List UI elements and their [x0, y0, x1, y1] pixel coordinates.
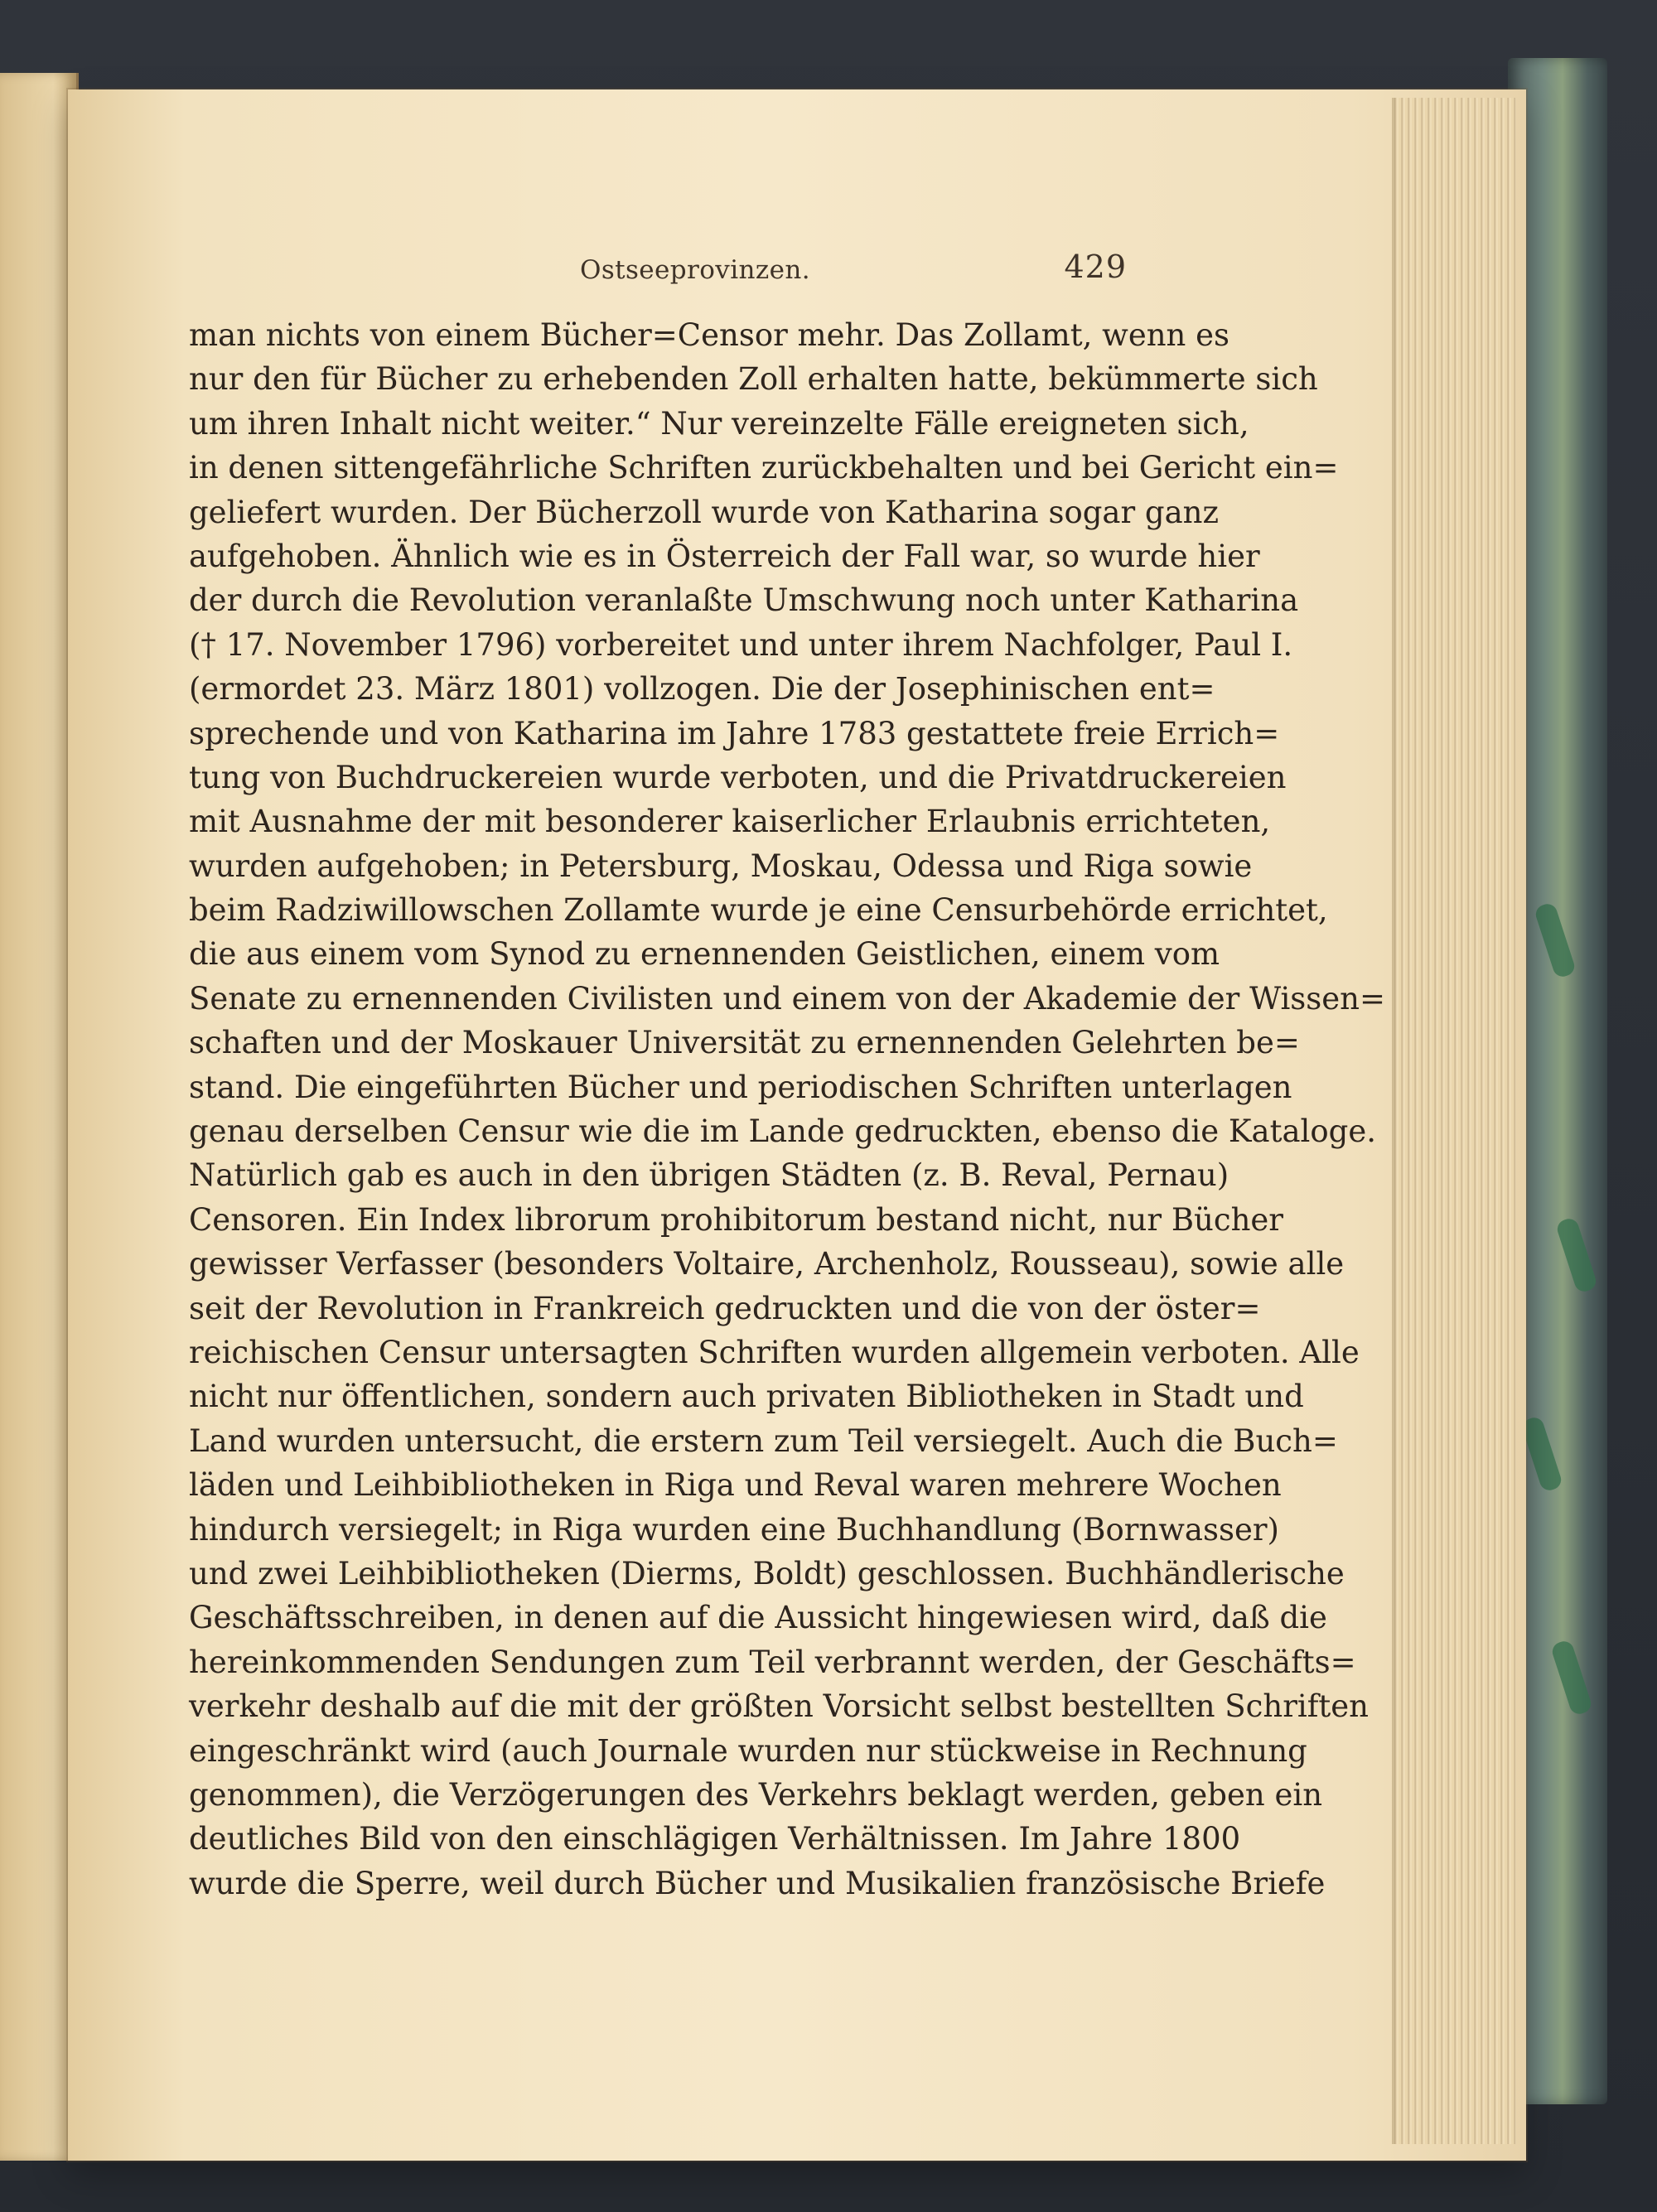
text-line: in denen sittengefährliche Schriften zurückbehalten und bei Gericht ein= [189, 450, 1339, 486]
cover-marbling-mark [1534, 901, 1577, 979]
text-line: Natürlich gab es auch in den übrigen Städten (z. B. Reval, Pernau) [189, 1157, 1229, 1194]
text-line: genommen), die Verzögerungen des Verkehrs beklagt werden, geben ein [189, 1776, 1323, 1813]
text-line: und zwei Leihbibliotheken (Dierms, Boldt) geschlossen. Buchhändlerische [189, 1555, 1345, 1591]
text-line: (ermordet 23. März 1801) vollzogen. Die der Josephinischen ent= [189, 671, 1215, 708]
text-line: stand. Die eingeführten Bücher und periodischen Schriften unterlagen [189, 1069, 1292, 1105]
text-line: eingeschränkt wird (auch Journale wurden nur stückweise in Rechnung [189, 1732, 1307, 1769]
text-line: Censoren. Ein Index librorum prohibitorum bestand nicht, nur Bücher [189, 1201, 1283, 1238]
text-line: schaften und der Moskauer Universität zu ernennenden Gelehrten be= [189, 1025, 1300, 1061]
text-line: der durch die Revolution veranlaßte Umschwung noch unter Katharina [189, 582, 1299, 619]
text-line: mit Ausnahme der mit besonderer kaiserlicher Erlaubnis errichteten, [189, 804, 1271, 840]
cover-marbling-mark [1520, 1415, 1564, 1493]
text-line: verkehr deshalb auf die mit der größten Vorsicht selbst bestellten Schriften [189, 1688, 1370, 1725]
text-line: nicht nur öffentlichen, sondern auch privaten Bibliotheken in Stadt und [189, 1379, 1304, 1415]
text-line: Senate zu ernennenden Civilisten und einem von der Akademie der Wissen= [189, 980, 1386, 1017]
text-line: tung von Buchdruckereien wurde verboten, und die Privatdruckereien [189, 759, 1287, 795]
text-line: man nichts von einem Bücher=Censor mehr. Das Zollamt, wenn es [189, 317, 1230, 353]
text-line: die aus einem vom Synod zu ernennenden Geistlichen, einem vom [189, 936, 1220, 973]
text-line: gewisser Verfasser (besonders Voltaire, Archenholz, Rousseau), sowie alle [189, 1246, 1345, 1282]
cover-marbling-mark [1555, 1216, 1599, 1294]
text-line: hindurch versiegelt; in Riga wurden eine Buchhandlung (Bornwasser) [189, 1511, 1279, 1548]
previous-page-edge [0, 73, 79, 2161]
text-line: geliefert wurden. Der Bücherzoll wurde von Katharina sogar ganz [189, 494, 1219, 530]
text-line: aufgehoben. Ähnlich wie es in Österreich der Fall war, so wurde hier [189, 538, 1260, 574]
text-line: Geschäftsschreiben, in denen auf die Aussicht hingewiesen wird, daß die [189, 1600, 1327, 1636]
page-header [580, 247, 1127, 297]
page-number: 429 [1064, 249, 1127, 285]
text-line: († 17. November 1796) vorbereitet und unter ihrem Nachfolger, Paul I. [189, 626, 1293, 663]
text-line: reichischen Censur untersagten Schriften wurden allgemein verboten. Alle [189, 1334, 1360, 1370]
text-line: genau derselben Censur wie die im Lande gedruckten, ebenso die Kataloge. [189, 1113, 1376, 1150]
text-line: beim Radziwillowschen Zollamte wurde je eine Censurbehörde errichtet, [189, 892, 1328, 929]
body-text [189, 313, 1386, 1901]
text-line: wurden aufgehoben; in Petersburg, Moskau, Odessa und Riga sowie [189, 848, 1253, 884]
text-line: hereinkommenden Sendungen zum Teil verbrannt werden, der Geschäfts= [189, 1644, 1356, 1680]
text-line: wurde die Sperre, weil durch Bücher und Musikalien französische Briefe [189, 1865, 1326, 1901]
text-line: um ihren Inhalt nicht weiter.“ Nur vereinzelte Fälle ereigneten sich, [189, 405, 1249, 442]
text-line: Land wurden untersucht, die erstern zum Teil versiegelt. Auch die Buch= [189, 1422, 1338, 1459]
cover-marbling-mark [1550, 1639, 1594, 1717]
text-line: läden und Leihbibliotheken in Riga und Reval waren mehrere Wochen [189, 1467, 1282, 1504]
text-line: sprechende und von Katharina im Jahre 1783 gestattete freie Errich= [189, 715, 1280, 751]
text-line: seit der Revolution in Frankreich gedruckten und die von der öster= [189, 1290, 1261, 1326]
text-line: deutliches Bild von den einschlägigen Verhältnissen. Im Jahre 1800 [189, 1821, 1241, 1857]
running-title: Ostseeprovinzen. [580, 255, 810, 285]
page-fore-edge [1392, 98, 1516, 2144]
text-line: nur den für Bücher zu erhebenden Zoll erhalten hatte, bekümmerte sich [189, 361, 1318, 398]
